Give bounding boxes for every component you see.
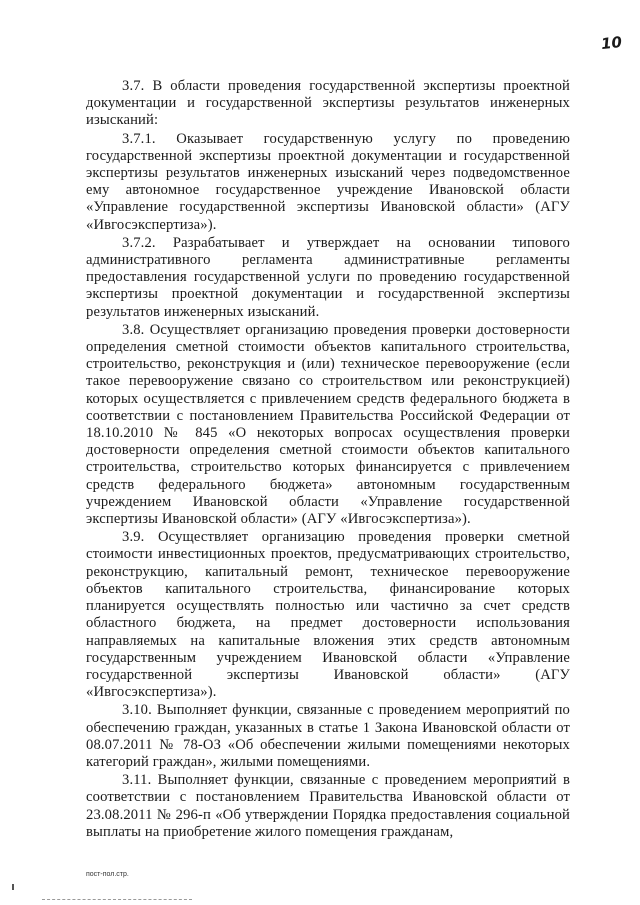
scan-mark — [12, 884, 14, 890]
paragraph-3-7-2: 3.7.2. Разрабатывает и утверждает на основании типового административного регламента административные регламенты предоставления государственной услуги по проведению государственной экспертизы проектной документации и государственной экспертизы результатов инженерных изысканий. — [86, 234, 570, 320]
paragraph-3-9: 3.9. Осуществляет организацию проведения проверки сметной стоимости инвестиционных проектов, предусматривающих строительство, реконструкцию, капитальный ремонт, техническое перевооружение объектов капитального строительства, финансирование которых планируется осуществлять полностью или частично за счет средств областного бюджета, на предмет достоверности использования направляемых на капитальные вложения этих средств автономным государственным учреждением Ивановской области «Управление государственной экспертизы Ивановской области» (АГУ «Ивгосэкспертиза»). — [86, 529, 570, 701]
paragraph-3-7: 3.7. В области проведения государственной экспертизы проектной документации и государственной экспертизы результатов инженерных изысканий: — [86, 78, 570, 129]
document-body — [86, 78, 570, 842]
paragraph-3-7-1: 3.7.1. Оказывает государственную услугу по проведению государственной экспертизы проектной документации и государственной экспертизы результатов инженерных изысканий через подведомственное ему автономное государственное учреждение Ивановской области «Управление государственной экспертизы Ивановской области» (АГУ «Ивгосэкспертиза»). — [86, 130, 570, 233]
paragraph-3-11: 3.11. Выполняет функции, связанные с проведением мероприятий в соответствии с постановлением Правительства Ивановской области от 23.08.2011 № 296-п «Об утверждении Порядка предоставления социальной выплаты на приобретение жилого помещения гражданам, — [86, 772, 570, 840]
paragraph-3-8: 3.8. Осуществляет организацию проведения проверки достоверности определения сметной стоимости объектов капитального строительства, строительство, реконструкция и (или) техническое перевооружение (если такое перевооружение связано со строительством или реконструкцией) которых осуществляется с привлечением средств федерального бюджета в соответствии с постановлением Правительства Российской Федерации от 18.10.2010 № 845 «О некоторых вопросах осуществления проверки достоверности определения сметной стоимости объектов капитального строительства, строительство которых финансируется с привлечением средств федерального бюджета» автономным государственным учреждением Ивановской области «Управление государственной экспертизы Ивановской области» (АГУ «Ивгосэкспертиза»). — [86, 321, 570, 528]
bottom-rule — [42, 899, 192, 900]
paragraph-3-10: 3.10. Выполняет функции, связанные с проведением мероприятий по обеспечению граждан, указанных в статье 1 Закона Ивановской области от 08.07.2011 № 78-ОЗ «Об обеспечении жилыми помещениями некоторых категорий граждан», жилыми помещениями. — [86, 702, 570, 770]
page-number: 10 — [600, 32, 623, 54]
footer-code: пост-пол.стр. — [86, 871, 129, 878]
